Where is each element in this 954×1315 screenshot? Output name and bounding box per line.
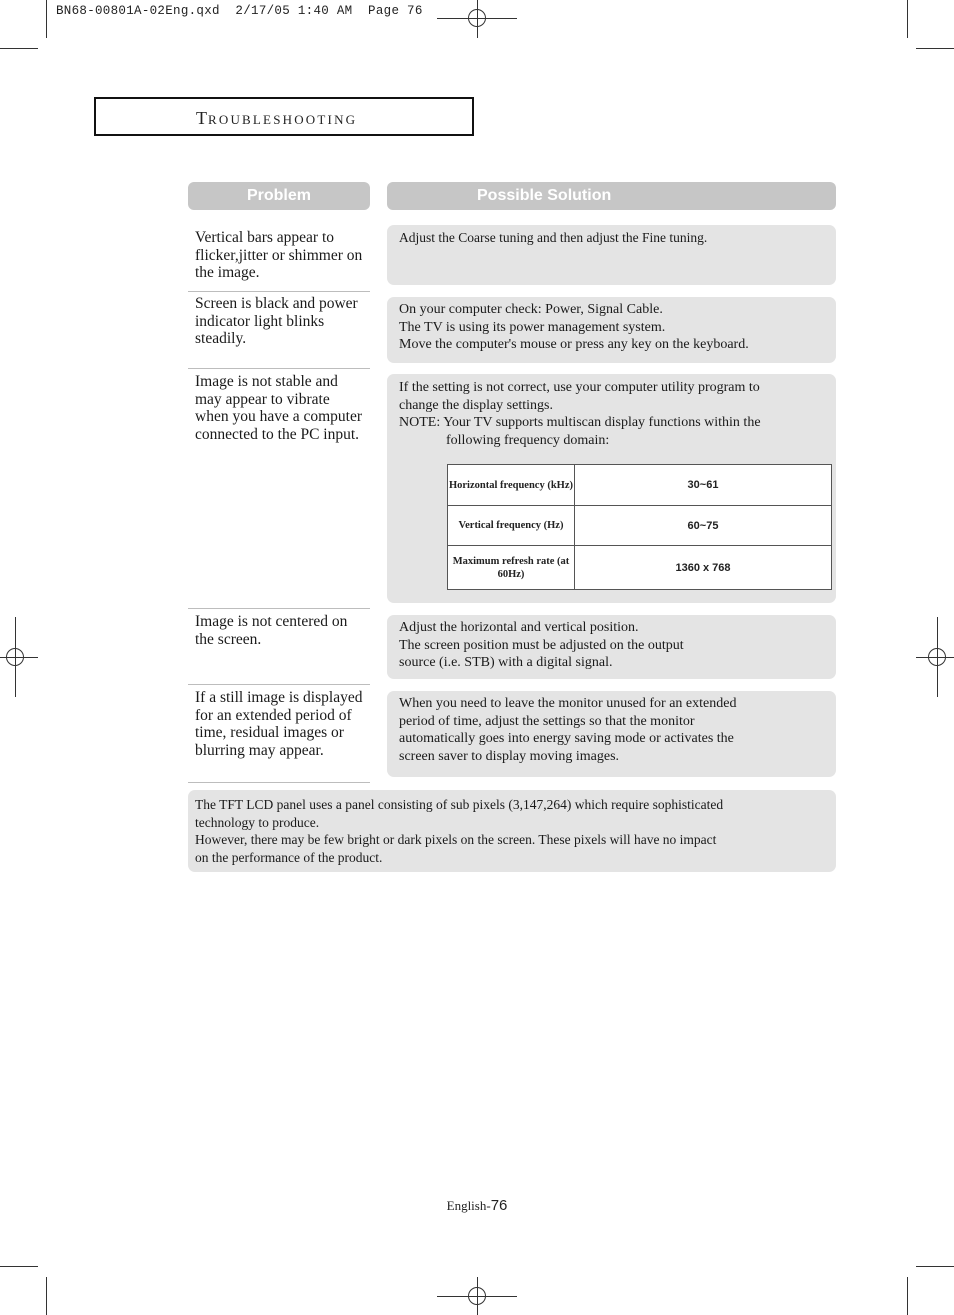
section-header bbox=[94, 97, 474, 136]
solution-box: When you need to leave the monitor unused for an extended period of time, adjust the settings so that the monitor automatically goes into energy saving mode or activates the screen saver to display moving images. bbox=[387, 691, 836, 777]
frequency-label: Maximum refresh rate (at 60Hz) bbox=[448, 546, 575, 590]
frequency-value: 30~61 bbox=[575, 465, 832, 506]
problem-text: If a still image is displayed for an extended period of time, residual images or blurring may appear. bbox=[195, 689, 363, 759]
problem-text: Vertical bars appear to flicker,jitter or shimmer on the image. bbox=[195, 229, 363, 281]
solution-box: Adjust the Coarse tuning and then adjust the Fine tuning. bbox=[387, 225, 836, 285]
problem-text: Image is not stable and may appear to vibrate when you have a computer connected to the PC input. bbox=[195, 373, 362, 443]
frequency-table bbox=[447, 464, 832, 590]
frequency-label: Vertical frequency (Hz) bbox=[448, 506, 575, 546]
solution-box: Adjust the horizontal and vertical position. The screen position must be adjusted on the output source (i.e. STB) with a digital signal. bbox=[387, 615, 836, 679]
row-divider bbox=[188, 782, 370, 783]
table-row bbox=[448, 506, 832, 546]
problem-text: Image is not centered on the screen. bbox=[195, 613, 348, 648]
row-divider bbox=[188, 608, 370, 609]
page-number: English-76 bbox=[446, 1197, 508, 1214]
note-box: The TFT LCD panel uses a panel consisting of sub pixels (3,147,264) which require sophisticated technology to produce. However, there may be few bright or dark pixels on the screen. These pixels will have no impact on the performance of the product. bbox=[188, 790, 836, 872]
problem-column-header: Problem bbox=[188, 182, 370, 210]
print-slug: BN68-00801A-02Eng.qxd 2/17/05 1:40 AM Page 76 bbox=[56, 4, 423, 18]
frequency-label: Horizontal frequency (kHz) bbox=[448, 465, 575, 506]
section-title: TROUBLESHOOTING bbox=[196, 108, 358, 128]
table-row bbox=[448, 465, 832, 506]
frequency-value: 1360 x 768 bbox=[575, 546, 832, 590]
solution-box: If the setting is not correct, use your computer utility program to change the display settings. NOTE: Your TV supports multiscan display functions within the following frequency domain: bbox=[387, 374, 836, 603]
problem-text: Screen is black and power indicator light blinks steadily. bbox=[195, 295, 358, 347]
table-row bbox=[448, 546, 832, 590]
frequency-value: 60~75 bbox=[575, 506, 832, 546]
solution-column-header: Possible Solution bbox=[387, 182, 836, 210]
row-divider bbox=[188, 368, 370, 369]
row-divider bbox=[188, 291, 370, 292]
solution-box: On your computer check: Power, Signal Cable. The TV is using its power management system. Move the computer's mouse or press any key on the keyboard. bbox=[387, 297, 836, 363]
row-divider bbox=[188, 684, 370, 685]
